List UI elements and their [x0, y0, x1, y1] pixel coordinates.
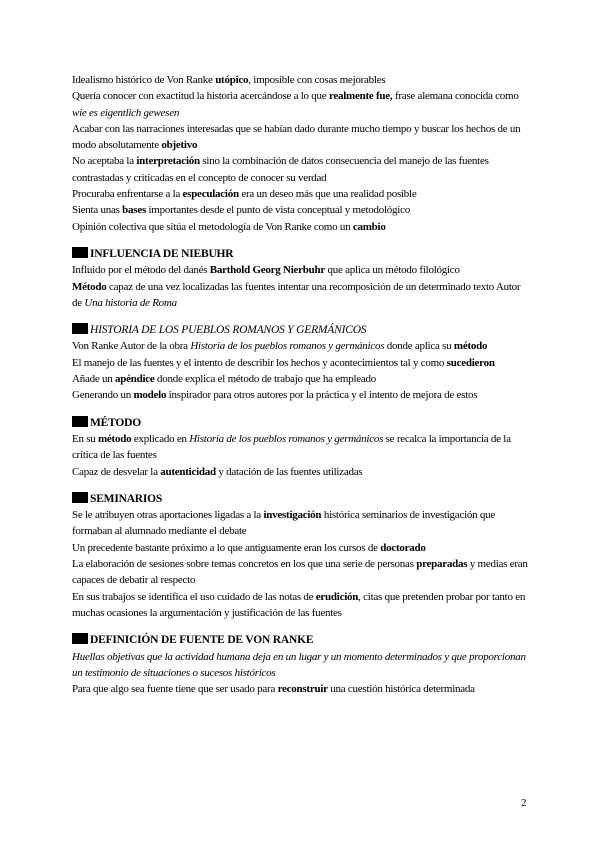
section: [72, 632, 530, 697]
page-number: 2: [521, 797, 527, 809]
text-run: histórica seminarios de investigación que formaban al alumnado mediante el debate: [72, 509, 496, 538]
sections-container: [72, 246, 530, 697]
heading-bullet-block-icon: [72, 416, 88, 427]
bold-text: objetivo: [161, 139, 198, 152]
bold-text: método: [453, 340, 488, 353]
paragraph: [72, 556, 530, 589]
bold-text: método: [98, 432, 132, 445]
italic-text: wie es eigentlich gewesen: [72, 106, 180, 119]
text-run: Sienta unas: [72, 204, 123, 217]
bold-text: modelo: [133, 389, 167, 402]
text-run: y datación de las fuentes utilizadas: [215, 465, 363, 478]
section: [72, 246, 530, 311]
paragraph: [72, 589, 530, 622]
paragraph: [72, 464, 530, 480]
text-run: Opinión colectiva que sitúa el metodología de Von Ranke como un: [72, 220, 353, 233]
paragraph: [72, 387, 530, 403]
text-run: Idealismo histórico de Von Ranke: [72, 74, 216, 86]
section-title: INFLUENCIA DE NIEBUHR: [90, 247, 234, 260]
bold-text: investigación: [263, 509, 322, 522]
bold-text: autenticidad: [160, 465, 216, 478]
document-body: [72, 72, 530, 697]
text-run: En su: [72, 432, 98, 445]
paragraph: [72, 371, 530, 387]
paragraph: [72, 72, 530, 88]
section-title: HISTORIA DE LOS PUEBLOS ROMANOS Y GERMÁNICOS: [90, 324, 367, 337]
text-run: , imposible con cosas mejorables: [248, 74, 386, 86]
section-title: MÉTODO: [90, 416, 141, 429]
paragraph: [72, 121, 530, 154]
text-run: y medias eran capaces de debatir al respecto: [72, 558, 528, 587]
section-heading: [72, 246, 530, 262]
bold-text: Método: [72, 280, 107, 293]
section-heading: [72, 322, 530, 338]
text-run: capaz de una vez localizadas las fuentes intentar una recomposición de un determinado texto Autor de: [72, 280, 521, 309]
text-run: Para que algo sea fuente tiene que ser usado para: [72, 683, 278, 696]
section: [72, 322, 530, 403]
intro-block: [72, 72, 530, 235]
text-run: Acabar con las narraciones interesadas que se habían dado durante mucho tiempo y buscar los hechos de un modo absolutamente: [72, 122, 521, 152]
paragraph: [72, 202, 530, 218]
text-run: El manejo de las fuentes y el intento de describir los hechos y acontecimientos tal y como: [72, 356, 447, 369]
text-run: sino la combinación de datos consecuencia del manejo de las fuentes contrastadas y criticadas en el concepto de conocer su verdad: [72, 155, 489, 184]
bold-text: sucedieron: [446, 356, 495, 369]
heading-bullet-block-icon: [72, 323, 88, 334]
text-run: Influido por el método del danés: [72, 264, 210, 277]
paragraph: [72, 219, 530, 235]
text-run: frase alemana conocida como: [392, 90, 519, 103]
text-run: inspirador para otros autores por la práctica y el intento de mejora de estos: [166, 389, 478, 402]
text-run: donde explica el método de trabajo que ha empleado: [154, 373, 377, 386]
text-run: Procuraba enfrentarse a la: [72, 188, 183, 201]
text-run: En sus trabajos se identifica el uso cuidado de las notas de: [72, 590, 316, 603]
paragraph: [72, 649, 530, 682]
bold-text: apéndice: [114, 373, 155, 386]
paragraph: [72, 338, 530, 354]
text-run: era un deseo más que una realidad posible: [238, 188, 417, 201]
paragraph: [72, 186, 530, 202]
text-run: se recalca la importancia de la crítica de las fuentes: [72, 432, 511, 462]
bold-text: erudición: [315, 590, 359, 603]
section: [72, 415, 530, 480]
bold-text: realmente fue,: [328, 90, 393, 103]
text-run: donde aplica su: [384, 340, 454, 353]
italic-text: Historia de los pueblos romanos y germánicos: [190, 340, 385, 353]
text-run: No aceptaba la: [72, 155, 137, 168]
paragraph: [72, 262, 530, 278]
text-run: Se le atribuyen otras aportaciones ligadas a la: [72, 509, 264, 522]
text-run: Un precedente bastante próximo a lo que antiguamente eran los cursos de: [72, 541, 381, 554]
text-run: Generando un: [72, 389, 134, 402]
bold-text: especulación: [182, 188, 239, 201]
bold-text: cambio: [352, 220, 386, 233]
text-run: , citas que pretenden probar por tanto en muchas ocasiones la argumentación y justificación de las fuentes: [72, 590, 526, 619]
text-run: que aplica un método filológico: [325, 264, 460, 277]
bold-text: Barthold Georg Nierbuhr: [209, 264, 326, 277]
paragraph: [72, 279, 530, 312]
paragraph: [72, 88, 530, 121]
italic-text: Historia de los pueblos romanos y germánicos: [189, 432, 384, 445]
text-run: Capaz de desvelar la: [72, 465, 161, 478]
text-run: Añade un: [72, 373, 115, 386]
text-run: explicado en: [131, 432, 190, 445]
bold-text: reconstruir: [277, 683, 328, 696]
paragraph: [72, 153, 530, 186]
text-run: Von Ranke Autor de la obra: [72, 340, 191, 353]
bold-text: utópico: [215, 74, 249, 86]
bold-text: doctorado: [380, 541, 426, 554]
section-heading: [72, 632, 530, 648]
section: [72, 491, 530, 621]
text-run: importantes desde el punto de vista conceptual y metodológico: [145, 204, 410, 217]
bold-text: bases: [122, 204, 146, 217]
paragraph: [72, 507, 530, 540]
heading-bullet-block-icon: [72, 633, 88, 644]
bold-text: preparadas: [416, 558, 468, 571]
text-run: una cuestión histórica determinada: [327, 683, 475, 696]
text-run: Quería conocer con exactitud la historia acercándose a lo que: [72, 90, 329, 103]
heading-bullet-block-icon: [72, 247, 88, 258]
heading-bullet-block-icon: [72, 492, 88, 503]
section-title: DEFINICIÓN DE FUENTE DE VON RANKE: [90, 634, 314, 647]
italic-text: Una historia de Roma: [84, 296, 177, 309]
paragraph: [72, 355, 530, 371]
section-heading: [72, 415, 530, 431]
paragraph: [72, 431, 530, 464]
bold-text: interpretación: [136, 155, 200, 168]
text-run: La elaboración de sesiones sobre temas concretos en los que una serie de personas: [72, 558, 417, 571]
section-heading: [72, 491, 530, 507]
section-title: SEMINARIOS: [90, 492, 163, 505]
paragraph: [72, 540, 530, 556]
paragraph: [72, 681, 530, 697]
italic-text: Huellas objetivas que la actividad humana deja en un lugar y un momento determinados y que proporcionan un testimonio de situaciones o sucesos históricos: [72, 650, 526, 679]
